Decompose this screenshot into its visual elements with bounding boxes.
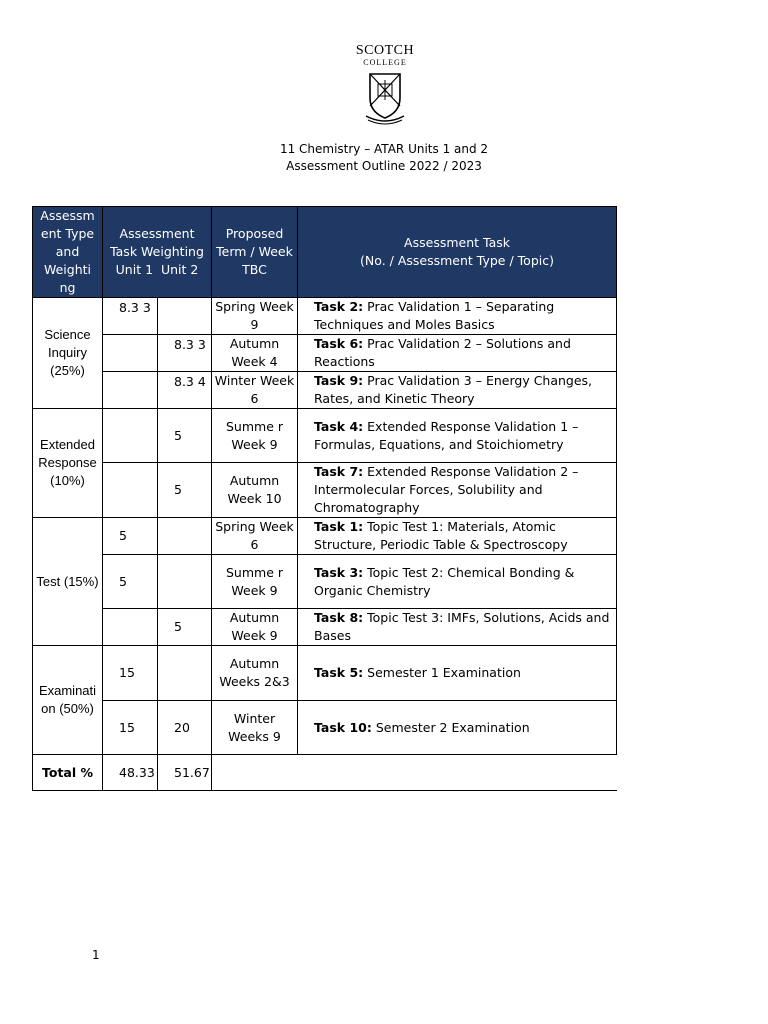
unit1-cell <box>103 335 158 372</box>
table-row <box>33 335 617 372</box>
term-cell: Summe r Week 9 <box>212 409 298 463</box>
task-label: Task 7: <box>314 464 364 479</box>
unit1-cell: 15 <box>103 646 158 701</box>
title-line-1: 11 Chemistry – ATAR Units 1 and 2 <box>279 142 489 156</box>
total-blank <box>212 755 617 791</box>
header-task-line-1: Assessment Task <box>404 235 510 250</box>
school-logo <box>350 44 420 126</box>
crest-icon <box>362 70 408 126</box>
document-title <box>0 141 768 175</box>
header-unit-2: Unit 2 <box>160 262 199 277</box>
table-row <box>33 463 617 518</box>
table-row <box>33 701 617 755</box>
table-row <box>33 518 617 555</box>
task-text: Extended Response Validation 1 – Formulas, Equations, and Stoichiometry <box>314 418 579 452</box>
task-text: Prac Validation 3 – Energy Changes, Rates, and Kinetic Theory <box>314 373 593 406</box>
unit1-cell <box>103 463 158 518</box>
table-row <box>33 646 617 701</box>
task-label: Task 8: <box>314 610 364 625</box>
task-text: Topic Test 1: Materials, Atomic Structure, Periodic Table & Spectroscopy <box>314 519 568 552</box>
task-text: Extended Response Validation 2 – Intermolecular Forces, Solubility and Chromatography <box>314 464 579 515</box>
task-cell <box>298 298 617 335</box>
unit1-cell: 15 <box>103 701 158 755</box>
table-row <box>33 409 617 463</box>
unit2-cell: 20 <box>158 701 212 755</box>
header-term: Proposed Term / Week TBC <box>212 207 298 298</box>
assessment-table <box>32 206 617 791</box>
task-label: Task 9: <box>314 373 364 388</box>
term-cell: Autumn Week 9 <box>212 609 298 646</box>
term-cell: Spring Week 9 <box>212 298 298 335</box>
unit2-cell: 5 <box>158 463 212 518</box>
unit2-cell: 8.3 3 <box>158 335 212 372</box>
unit2-cell: 8.3 4 <box>158 372 212 409</box>
term-cell: Autumn Week 10 <box>212 463 298 518</box>
total-unit2: 51.67 <box>158 755 212 791</box>
total-unit1: 48.33 <box>103 755 158 791</box>
task-cell <box>298 555 617 609</box>
task-text: Topic Test 3: IMFs, Solutions, Acids and Bases <box>314 610 610 643</box>
unit2-cell <box>158 518 212 555</box>
task-text: Semester 2 Examination <box>371 719 530 735</box>
task-label: Task 2: <box>314 299 364 314</box>
header-assessment-task <box>298 207 617 298</box>
task-text: Prac Validation 2 – Solutions and Reactions <box>314 336 571 369</box>
term-cell: Summe r Week 9 <box>212 555 298 609</box>
task-label: Task 10: <box>314 719 372 735</box>
task-cell <box>298 409 617 463</box>
unit1-cell <box>103 372 158 409</box>
header-assessment-type: Assessm ent Type and Weighti ng <box>33 207 103 298</box>
unit1-cell <box>103 609 158 646</box>
header-weighting <box>103 207 212 298</box>
group-science-inquiry: Science Inquiry (25%) <box>33 298 103 409</box>
total-row <box>33 755 617 791</box>
task-cell <box>298 372 617 409</box>
term-cell: Winter Weeks 9 <box>212 701 298 755</box>
title-line-2: Assessment Outline 2022 / 2023 <box>286 159 482 173</box>
task-text: Topic Test 2: Chemical Bonding & Organic Chemistry <box>314 564 575 598</box>
group-extended-response: Extended Response (10%) <box>33 409 103 518</box>
task-cell <box>298 701 617 755</box>
task-cell <box>298 609 617 646</box>
logo-college-name: COLLEGE <box>363 58 407 67</box>
unit2-cell <box>158 555 212 609</box>
task-cell <box>298 646 617 701</box>
task-text: Prac Validation 1 – Separating Techniques and Moles Basics <box>314 299 555 332</box>
group-test: Test (15%) <box>33 518 103 646</box>
term-cell: Winter Week 6 <box>212 372 298 409</box>
header-weighting-label: Assessment Task Weighting <box>110 226 204 259</box>
unit2-cell: 5 <box>158 409 212 463</box>
table-row <box>33 372 617 409</box>
term-cell: Spring Week 6 <box>212 518 298 555</box>
unit2-cell <box>158 298 212 335</box>
page-number: 1 <box>92 948 100 962</box>
term-cell: Autumn Weeks 2&3 <box>212 646 298 701</box>
table-row <box>33 555 617 609</box>
group-examination: Examinati on (50%) <box>33 646 103 755</box>
term-cell: Autumn Week 4 <box>212 335 298 372</box>
task-cell <box>298 518 617 555</box>
table-header-row <box>33 207 617 298</box>
logo-school-name: SCOTCH <box>355 43 415 58</box>
task-text: Semester 1 Examination <box>363 665 521 680</box>
unit1-cell: 5 <box>103 555 158 609</box>
task-cell <box>298 335 617 372</box>
unit1-cell: 8.3 3 <box>103 298 158 335</box>
task-cell <box>298 463 617 518</box>
unit2-cell <box>158 646 212 701</box>
task-label: Task 5: <box>314 665 364 680</box>
unit1-cell: 5 <box>103 518 158 555</box>
header-unit-1: Unit 1 <box>115 262 154 277</box>
task-label: Task 6: <box>314 336 364 351</box>
unit1-cell <box>103 409 158 463</box>
table-row <box>33 609 617 646</box>
header-task-line-2: (No. / Assessment Type / Topic) <box>360 253 554 268</box>
task-label: Task 4: <box>314 418 364 434</box>
table-row <box>33 298 617 335</box>
unit2-cell: 5 <box>158 609 212 646</box>
task-label: Task 1: <box>314 519 364 534</box>
total-label: Total % <box>33 755 103 791</box>
task-label: Task 3: <box>314 564 364 580</box>
